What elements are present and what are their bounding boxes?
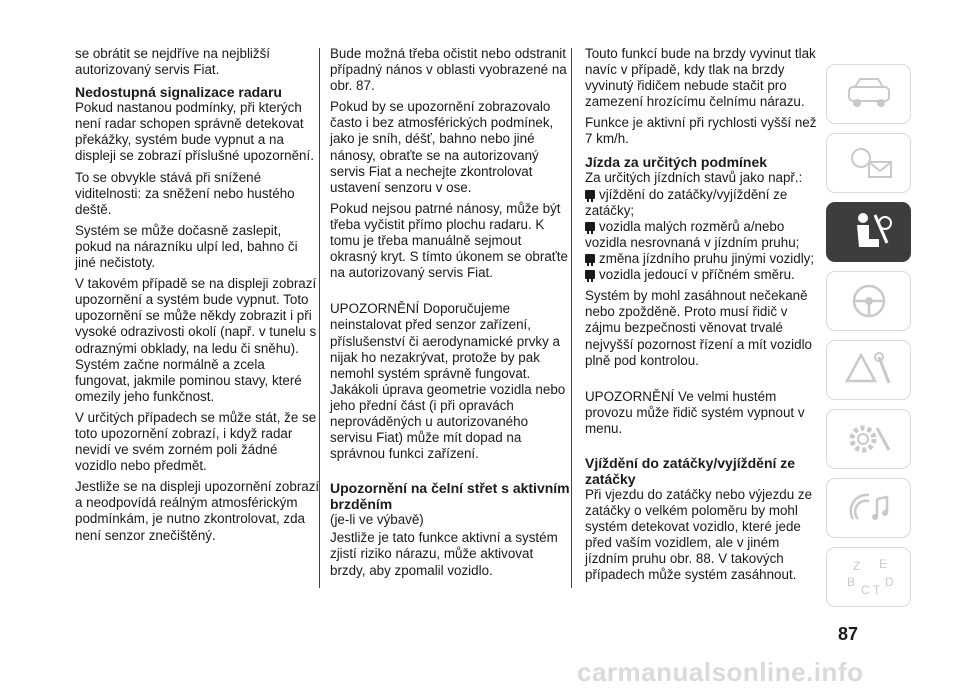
paragraph: Systém by mohl zasáhnout nečekaně nebo zpožděně. Proto musí řidič v zájmu bezpečnosti věnovat trvalé nejvyšší pozornost řízení a mít vozidlo plně pod kontrolou. bbox=[585, 288, 812, 368]
section-heading-conditions: Jízda za určitých podmínek bbox=[585, 153, 768, 170]
index-letter: C bbox=[860, 583, 870, 597]
list-item bbox=[585, 267, 817, 283]
list-item bbox=[585, 251, 817, 267]
text-column-3 bbox=[585, 46, 817, 589]
watermark: carmanualsonline.info bbox=[577, 657, 864, 687]
paragraph: Pokud nastanou podmínky, při kterých není radar schopen správně detekovat překážky, systém bude vypnut a na displeji se zobrazí příslušné upozornění. bbox=[75, 100, 314, 164]
paragraph: Bude možná třeba očistit nebo odstranit případný nános v oblasti vyobrazené na obr. 87. bbox=[330, 46, 567, 94]
emergency-triangle-wrench-icon bbox=[839, 347, 899, 393]
maintenance-gear-icon bbox=[839, 416, 899, 462]
list-item-text: vozidla jedoucí v příčném směru. bbox=[599, 267, 795, 283]
car-bullet-icon bbox=[585, 222, 595, 231]
car-bullet-icon bbox=[585, 270, 595, 279]
paragraph: Pokud nejsou patrné nánosy, může být třeba vyčistit přímo plochu radaru. K tomu je třeba manuálně sejmout okrasný kryt. S tímto úkonem se obraťte na autorizovaný servis Fiat. bbox=[330, 200, 568, 281]
paragraph: Funkce je aktivní při rychlosti vyšší než 7 km/h. bbox=[585, 115, 817, 147]
chapter-tabs bbox=[826, 64, 911, 616]
airbag-seat-icon bbox=[839, 209, 899, 255]
warning-paragraph: UPOZORNĚNÍ Ve velmi hustém provozu může řidič systém vypnout v menu. bbox=[585, 388, 805, 436]
paragraph: Systém se může dočasně zaslepit, pokud na nárazníku ulpí led, bahno či jiné nečistoty. bbox=[75, 222, 298, 271]
column-divider bbox=[319, 48, 320, 588]
paragraph: To se obvykle stává při snížené viditelnosti: za sněžení nebo hustého deště. bbox=[75, 169, 295, 217]
tab-driving[interactable] bbox=[826, 271, 911, 331]
warning-light-envelope-icon bbox=[839, 140, 899, 186]
car-dashboard-icon bbox=[839, 71, 899, 117]
tab-warning-lights[interactable] bbox=[826, 133, 911, 193]
tab-safety[interactable] bbox=[826, 202, 911, 262]
car-bullet-icon bbox=[585, 254, 595, 263]
list-item bbox=[585, 187, 817, 219]
paragraph: Při vjezdu do zatáčky nebo výjezdu ze zatáčky o velkém poloměru by mohl systém detekovat vozidlo, které jede před vaším vozidlem, ale v jiném jízdním pruhu obr. 88. V takových případech může systém zasáhnout. bbox=[585, 486, 813, 583]
media-navigation-icon bbox=[839, 485, 899, 531]
list-item-text: vjíždění do zatáčky/vyjíždění ze zatáčky; bbox=[585, 186, 788, 218]
steering-wheel-icon bbox=[839, 278, 899, 324]
index-letter: T bbox=[872, 583, 880, 597]
index-letter: D bbox=[884, 575, 894, 589]
paragraph: V takovém případě se na displeji zobrazí upozornění a systém bude vypnut. Toto upozornění se může někdy zobrazit i při vysoké odrazivosti okolí (např. v tunelu s odraznými obklady, na ledu či sněhu). Systém začne normálně a zcela fungovat, jakmile pominou stavy, které omezily jeho funkčnost. bbox=[75, 276, 317, 404]
index-letter: E bbox=[878, 557, 887, 571]
intro-paragraph: se obrátit se nejdříve na nejbližší autorizovaný servis Fiat. bbox=[75, 46, 271, 78]
warning-paragraph: UPOZORNĚNÍ Doporučujeme neinstalovat před senzor zařízení, příslušenství či aerodynamické prvky a nijak ho nezakrývat, protože by pak nemohl systém správně fungovat. Jakákoli úprava geometrie vozidla nebo jeho přední část (i při opravách neprováděných u autorizovaného servisu Fiat) může mít dopad na správnou funkci zařízení. bbox=[330, 301, 566, 462]
index-letter: B bbox=[846, 575, 855, 589]
alphabetical-index-icon bbox=[839, 554, 899, 600]
paragraph: V určitých případech se může stát, že se toto upozornění zobrazí, i když radar nevidí ve svém zorném poli žádné vozidlo nebo předmět. bbox=[75, 409, 317, 474]
paragraph: Pokud by se upozornění zobrazovalo často i bez atmosférických podmínek, jako je sníh, déšť, bahno nebo jiné nánosy, obraťte se na autorizovaný servis Fiat a nechejte zkontrolovat ustavení senzoru v ose. bbox=[330, 99, 554, 195]
section-heading-collision: Upozornění na čelní střet s aktivním brzděním bbox=[330, 480, 570, 513]
conditions-list bbox=[585, 187, 817, 284]
paragraph: Jestliže se na displeji upozornění zobrazí a neodpovídá reálným atmosférickým podmínkám, je nutno zkontrolovat, zda není senzor znečištěný. bbox=[75, 479, 320, 543]
tab-index[interactable] bbox=[826, 547, 911, 607]
section-heading-radar: Nedostupná signalizace radaru bbox=[75, 84, 282, 101]
list-item-text: změna jízdního pruhu jinými vozidly; bbox=[599, 251, 815, 267]
tab-dashboard[interactable] bbox=[826, 64, 911, 124]
subheading: (je-li ve výbavě) bbox=[330, 512, 424, 528]
paragraph: Za určitých jízdních stavů jako např.: bbox=[585, 169, 803, 185]
tab-maintenance[interactable] bbox=[826, 409, 911, 469]
column-divider bbox=[571, 48, 572, 588]
paragraph: Touto funkcí bude na brzdy vyvinut tlak navíc v případě, kdy tlak na brzdy vyvinutý řidičem nebude stačit pro zamezení hrozícímu čelnímu nárazu. bbox=[585, 46, 816, 110]
car-bullet-icon bbox=[585, 190, 595, 199]
index-letter: Z bbox=[852, 559, 860, 573]
text-column-1 bbox=[75, 46, 320, 549]
tab-emergency[interactable] bbox=[826, 340, 911, 400]
text-column-2 bbox=[330, 46, 570, 584]
tab-multimedia[interactable] bbox=[826, 478, 911, 538]
page-number: 87 bbox=[838, 624, 859, 644]
list-item bbox=[585, 219, 817, 251]
list-item-text: vozidla malých rozměrů a/nebo vozidla nesrovnaná v jízdním pruhu; bbox=[585, 218, 800, 250]
paragraph: Jestliže je tato funkce aktivní a systém zjistí riziko nárazu, může aktivovat brzdy, aby zpomalil vozidlo. bbox=[330, 530, 558, 578]
section-heading-curves: Vjíždění do zatáčky/vyjíždění ze zatáčky bbox=[585, 454, 796, 487]
